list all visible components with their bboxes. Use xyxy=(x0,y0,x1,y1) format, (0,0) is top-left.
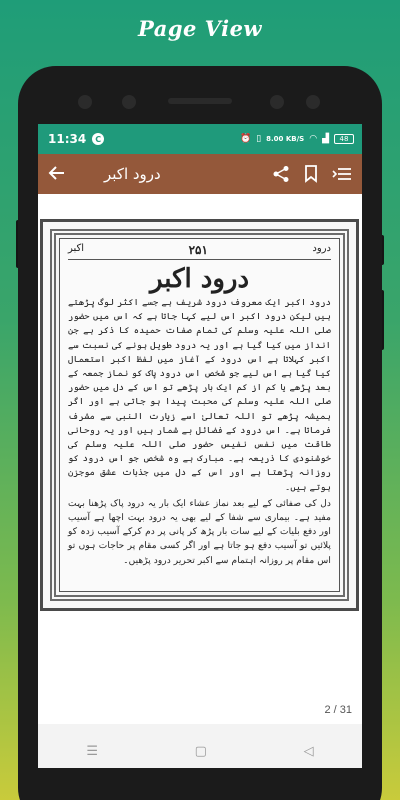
phone-screen xyxy=(38,124,362,768)
menu-icon[interactable]: ☰ xyxy=(86,743,98,759)
sensor-icon xyxy=(270,95,284,109)
page-number: ۲۵۱ xyxy=(188,243,208,257)
page-content xyxy=(59,238,340,592)
signal-icon: ▟ xyxy=(322,134,329,144)
share-icon[interactable] xyxy=(272,165,290,183)
page-headline: Page View xyxy=(137,16,263,41)
page-body xyxy=(68,296,331,568)
app-bar xyxy=(38,154,362,194)
pdf-page[interactable] xyxy=(38,194,362,724)
scanned-page xyxy=(40,219,359,611)
triangle-back-icon[interactable]: ◁ xyxy=(303,743,314,759)
app-notification-icon: C xyxy=(92,133,104,145)
wifi-icon: ◠ xyxy=(309,134,318,144)
alarm-icon: ⏰ xyxy=(239,134,252,144)
list-icon[interactable] xyxy=(332,166,352,182)
page-header xyxy=(68,243,331,260)
battery-icon xyxy=(334,134,354,144)
speaker-grille xyxy=(168,98,232,104)
square-icon[interactable]: ▢ xyxy=(194,743,207,759)
page-border xyxy=(50,229,349,601)
bookmark-icon[interactable] xyxy=(304,165,318,183)
battery-level: 48 xyxy=(339,135,349,143)
app-bar-title: درود اکبر xyxy=(104,165,161,183)
status-time: 11:34 xyxy=(48,132,87,146)
paragraph: دل کی صفائی کے لیے بعد نماز عشاء ایک بار یہ درود پاک پڑھنا بہت مفید ہے۔ بیماری سے شفا کے لیے بھی یہ درود بہت اچھا ہے آسیب اور دفع بلیات کے لیے سات بار پڑھ کر پانی پر دم کرکے آسیب زدہ کو پلائیں تو آسیب دفع ہو جاتا ہے اور اگر کسی مقام پر حاجات ہوں تو اس مقام پر روزانہ اہتمام سے اکبر تحریر درود پڑھیں۔ xyxy=(68,497,331,566)
status-bar xyxy=(38,124,362,154)
vibrate-icon: ▯ xyxy=(256,134,262,144)
page-counter: 2 / 31 xyxy=(324,704,352,716)
paragraph: درود اکبر ایک معروف درود شریف ہے جسے اکثر لوگ پڑھتے ہیں لیکن درود اکبر اس لیے کہا جاتا ہے کہ اس میں حضور صلی اللہ علیہ وسلم کی تمام صفات حمیدہ کا ذکر ہے جن انداز میں کیا گیا ہے اور یہ درود طویل ہونے کی نسبت سے اکبر کہلاتا ہے اس درود کے آغاز میں لفظ اکبر استعمال کیا گیا ہے اس لیے جو شخص اس درود پاک کو نماز جمعہ کے بعد پڑھے یا کم از کم ایک بار پڑھے تو اس کے دل میں حضور صلی اللہ علیہ وسلم کی محبت پیدا ہو جاتی ہے اور اگر ہمیشہ پڑھے تو اللہ تعالیٰ اسے زیارت النبی سے مشرف فرماتا ہے۔ اس درود کے فضائل بے شمار ہیں اور یہ روحانی طاقت میں نفس نفیس حضور صلی اللہ علیہ وسلم کی خوشنودی کا ذریعہ ہے۔ مبارک ہے وہ شخص جو اس درود کو روزانہ پڑھتا ہے اور اس کے دل میں جذبات عشق موجزن ہوتے ہیں۔ xyxy=(68,297,331,493)
page-title: درود اکبر xyxy=(149,264,250,294)
camera-icon xyxy=(122,95,136,109)
header-left: اکبر xyxy=(68,243,85,254)
sensor-icon xyxy=(306,95,320,109)
header-right: درود xyxy=(312,243,331,254)
camera-icon xyxy=(78,95,92,109)
arrow-left-icon[interactable] xyxy=(48,162,74,186)
net-speed: 8.00 KB/S xyxy=(266,134,305,143)
system-nav-bar xyxy=(38,734,362,768)
